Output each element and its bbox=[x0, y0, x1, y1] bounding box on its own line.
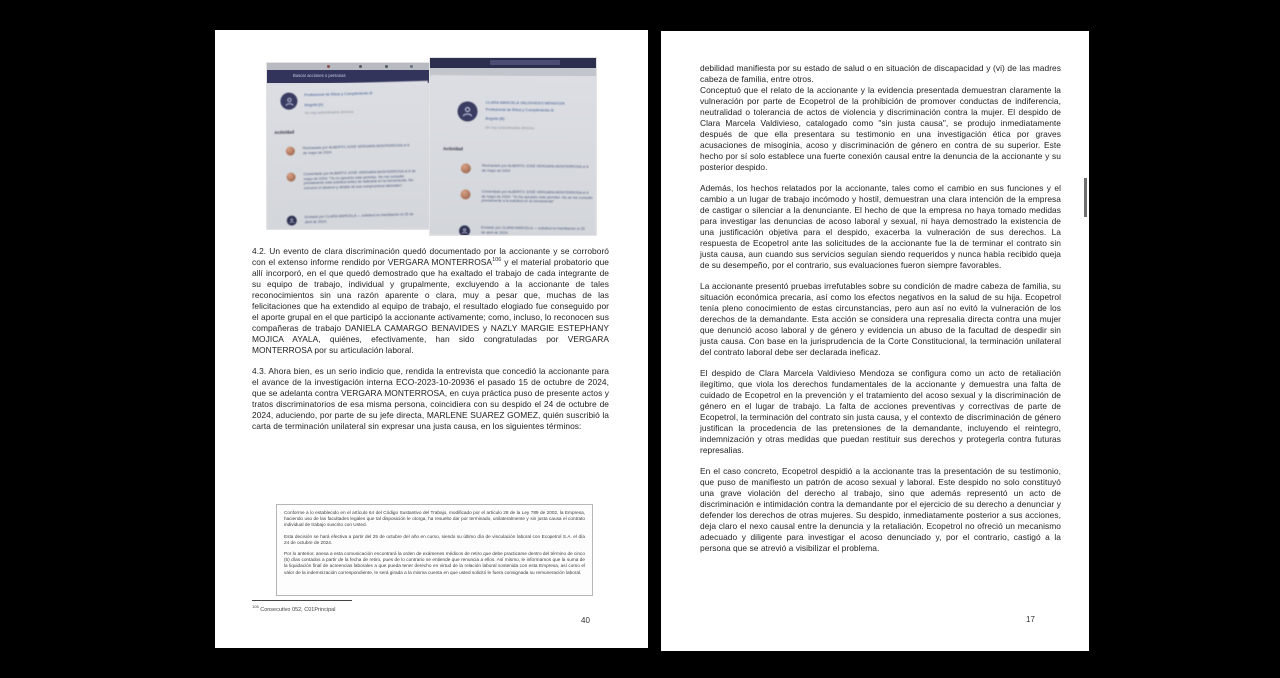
quote-paragraph: Por lo anterior, anexa a esta comunicación encontrará la orden de exámenes médicos de retiro que debe practicarse dentro del término de cinco (5) días contados a partir de la fecha de retiro, pues de lo contrario se entiende que renuncia a ellos. Así mismo, le informamos que la suma de la liquidación final de acreencias laborales a que pueda tener derecho en virtud de la relación laboral sostenida con esta Empresa, así como el valor de la indemnización correspondiente, le será girada a la misma cuenta en que usted solicitó le fuera consignada su remuneración laboral. bbox=[284, 551, 585, 575]
app-navbar bbox=[430, 58, 596, 68]
avatar bbox=[280, 92, 297, 109]
avatar bbox=[286, 172, 295, 181]
paragraph: El despido de Clara Marcela Valdivieso Mendoza se configura como un acto de retaliación ilegítimo, que viola los derechos fundamentales de la accionante y demuestra una falta de cuidado de Ecopetrol en la prevención y el tratamiento del acoso sexual y la discriminación de género en el lugar de trabajo. La falta de acciones preventivas y correctivas de parte de Ecopetrol, la terminación del contrato sin justa causa, y el contexto de discriminación de género justifican la procedencia de las pretensiones de la demandante, incluyendo el reintegro, indemnización y otras medidas que puedan restituir sus derechos y protegerla contra futuras represalias. bbox=[700, 368, 1061, 455]
embedded-screenshot-2 bbox=[430, 58, 596, 235]
app-navbar bbox=[267, 70, 430, 83]
tab-dot-icon bbox=[327, 65, 330, 68]
paragraph: La accionante presentó pruebas irrefutables sobre su condición de madre cabeza de familia, su situación económica precaria, así como los efectos negativos en la salud de su hija. Ecopetrol tenía pleno conocimiento de estas circunstancias, pero aun así no evitó la vulneración de los derechos de la demandante. Esta acción se considera una represalia directa contra una mujer que denunció acoso laboral y de género y evidencia un abuso de la facultad de despedir sin justa causa. Con base en la jurisprudencia de la Corte Constitucional, la terminación unilateral del contrato laboral debe ser declarada ineficaz. bbox=[700, 281, 1061, 357]
activity-entry: Rechazado por ALBERTO JOSÉ VERGARA MONTERROSA el 6 de mayo de 2024 bbox=[481, 163, 589, 173]
profile-title: Profesional de Ética y Cumplimiento B bbox=[304, 90, 373, 98]
paragraph-4-2-text: y el material probatorio que allí incorporó, en el que quedó demostrado que ha exaltado el trabajo de cada integrante de su equipo de trabajo, individual y grupalmente, excluyendo a la accionante de tales reconocimientos sin una razón aparente o clara, muy a pesar que, muchas de las felicitaciones que ha extendido al equipo de trabajo, el resultado elogiado fue conseguido por el aporte grupal en el que participó la accionante activamente; como, incluso, lo reconocen sus compañeras de trabajo DANIELA CAMARGO BENAVIDES y NAZLY MARGIE ESTEPHANY MOJICA AYALA, quiénes, efectivamente, han sido congratuladas por VERGARA MONTERROSA por su articulación laboral. bbox=[252, 257, 609, 355]
embedded-screenshot-1 bbox=[267, 63, 430, 229]
profile-location: Bogotá (B) bbox=[485, 115, 505, 121]
avatar bbox=[286, 146, 295, 155]
profile-title: Profesional de Ética y Cumplimiento B bbox=[485, 106, 554, 113]
person-icon bbox=[284, 96, 294, 106]
person-icon bbox=[461, 105, 473, 117]
profile-location: Bogotá (b) bbox=[304, 101, 324, 108]
scrollbar-thumb[interactable] bbox=[1084, 178, 1087, 217]
activity-heading: Actividad bbox=[274, 129, 295, 136]
activity-entry: Enviado por CLARA MARCELA — solicitud en tramitación el 25 de abril de 2024. bbox=[304, 212, 414, 224]
profile-name: CLARA MARCELA VALDIVIESO MENDOZA bbox=[485, 99, 565, 106]
activity-entry: Comentado por ALBERTO JOSÉ VERGARA MONTERROSA el 6 de mayo de 2024: "Yo No apruebo este permiso. No se me consultó previamente a la solicitud en la herramienta" bbox=[481, 189, 593, 204]
footnote bbox=[252, 604, 335, 613]
paragraph: Además, los hechos relatados por la accionante, tales como el cambio en sus funciones y el cambio a un lugar de trabajo incómodo y hostil, demuestran una clara intención de la empresa de castigar o silenciar a la denunciante. El hecho de que la empresa no haya tomado medidas para investigar las denuncias de acoso laboral y sexual, ni haya demostrado la existencia de una justificación objetiva para el despido, exacerba la vulneración de sus derechos. La respuesta de Ecopetrol ante las solicitudes de la accionante fue la de terminar el contrato sin justa causa, aun cuando sus servicios seguían siendo requeridos y nunca había recibido queja de su desempeño, por el contrario, sus evaluaciones fueron siempre favorables. bbox=[700, 183, 1061, 270]
left-page-text bbox=[252, 246, 609, 432]
profile-panel bbox=[430, 75, 596, 235]
right-page-text bbox=[700, 63, 1061, 554]
paragraph: debilidad manifiesta por su estado de salud o en situación de discapacidad y (vi) de las madres cabeza de familia, entre otros. bbox=[700, 63, 1061, 84]
avatar bbox=[461, 163, 471, 173]
footnote-marker: 106 bbox=[252, 604, 259, 609]
tab-dot-icon bbox=[385, 65, 388, 68]
activity-entry: Comentado por ALBERTO JOSÉ VERGARA MONTERROSA el 6 de mayo de 2024: "Yo no apruebo este permiso. No me consultó previamente esta solicitud antes de radicarla en la herramienta. No conozco el alcance y detalle de sus compromisos laborales". bbox=[303, 169, 416, 191]
person-icon bbox=[461, 227, 468, 234]
footnote-text: Consecutivo 052, C01Principal bbox=[258, 606, 336, 613]
no-subordinates-label: No hay subordinados directos bbox=[485, 125, 535, 131]
document-page-right bbox=[661, 31, 1089, 651]
page-number: 40 bbox=[581, 616, 590, 625]
paragraph-4-2-text: 4.2. Un evento de clara discriminación quedó documentado por la accionante y se corroboró con el extenso informe rendido por VERGARA MONTERROSA bbox=[252, 246, 609, 267]
footnote-reference: 106 bbox=[492, 257, 502, 264]
footnote-divider bbox=[252, 600, 352, 601]
document-page-left bbox=[215, 30, 648, 648]
quote-paragraph: Conforme a lo establecido en el artículo 64 del Código Sustantivo del Trabajo, modificado por el artículo 28 de la Ley 789 de 2002, la Empresa, haciendo uso de las facultades legales que tal disposición le otorga, ha resuelto dar por terminado, unilateralmente y sin justa causa el contrato individual de trabajo suscrito con Usted. bbox=[284, 510, 585, 528]
toolbar-strip bbox=[430, 68, 596, 76]
activity-entry: Rechazado por ALBERTO JOSÉ VERGARA MONTERROSA el 6 de mayo de 2024 bbox=[302, 143, 410, 155]
avatar bbox=[459, 225, 470, 235]
termination-letter-quote bbox=[276, 504, 593, 596]
activity-heading: Actividad bbox=[443, 146, 463, 152]
paragraph-4-3: 4.3. Ahora bien, es un serio indicio que, rendida la entrevista que concedió la accionante para el avance de la investigación interna ECO-2023-10-20936 el pasado 15 de octubre de 2024, que se adelanta contra VERGARA MONTERROSA, en cuya práctica puso de presente actos y tratos discriminatorios de esa misma persona, coincidiera con su despido el 24 de octubre de 2024, aduciendo, por parte de su jefe directa, MARLENE SUAREZ GOMEZ, quién suscribió la carta de terminación unilateral sin expresar una justa causa, en los siguientes términos: bbox=[252, 366, 609, 431]
avatar bbox=[460, 189, 470, 199]
paragraph: En el caso concreto, Ecopetrol despidió a la accionante tras la presentación de su testimonio, que puso de manifiesto un patrón de acoso sexual y laboral. Este despido no solo constituyó una grave violación del derecho al trabajo, sino que además representó un acto de discriminación e intimidación contra la demandante por el ejercicio de su derecho a denunciar y defender los derechos de otras mujeres. Su despido, inmediatamente posterior a sus acciones, deja claro el nexo causal entre la denuncia y la retaliación. Ecopetrol no ofreció un mecanismo adecuado y diligente para investigar el acoso denunciado y, por el contrario, castigó a la persona que se atrevió a visibilizar el problema. bbox=[700, 466, 1061, 553]
person-icon bbox=[289, 218, 295, 224]
search-input: Buscar acciones o personas bbox=[293, 73, 346, 78]
navbar-title-segment bbox=[490, 60, 560, 65]
avatar bbox=[287, 215, 297, 225]
paragraph: Conceptuó que el relato de la accionante y la evidencia presentada demuestran claramente la vulneración por parte de Ecopetrol de la prohibición de promover conductas de indiferencia, neutralidad o tolerancia de actos de violencia y discriminación contra la mujer. El despido de Clara Marcela Valdivieso, catalogado como "sin justa causa", se produjo inmediatamente después de que ella presentara su testimonio en una investigación ética por graves acusaciones de misoginia, acoso y discriminación de género en contra de su superior. Este hecho por sí solo establece una fuerte conexión causal entre la denuncia de la accionante y su posterior despido. bbox=[700, 85, 1061, 172]
profile-panel bbox=[267, 81, 430, 229]
quote-paragraph: Esta decisión se hará efectiva a partir del 25 de octubre del año en curso, siendo su último día de vinculación laboral con Ecopetrol S.A. el día 24 de octubre de 2024. bbox=[284, 533, 585, 545]
avatar bbox=[457, 101, 477, 121]
tab-dot-icon bbox=[410, 65, 413, 68]
paragraph-4-2 bbox=[252, 246, 609, 356]
page-number: 17 bbox=[1026, 615, 1035, 624]
no-subordinates-label: No hay subordinados directos bbox=[304, 109, 354, 116]
activity-entry: Enviado por CLARA MARCELA — solicitud en tramitación el 25 de abril de 2024. bbox=[481, 225, 585, 235]
browser-tab-strip bbox=[267, 63, 430, 70]
tab-dot-icon bbox=[359, 65, 362, 68]
